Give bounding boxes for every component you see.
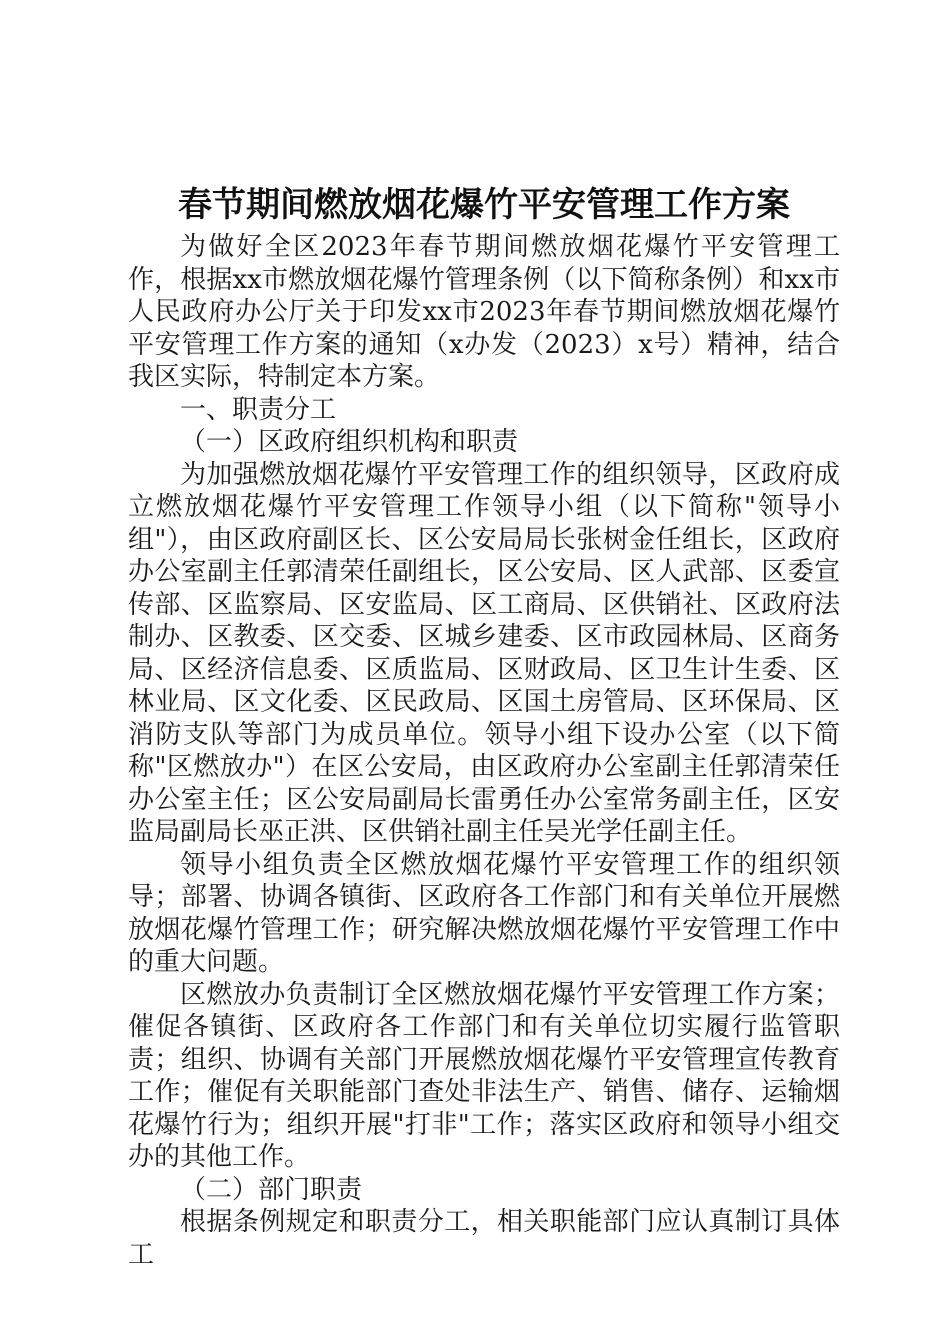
paragraph-office-duties: 区燃放办负责制订全区燃放烟花爆竹平安管理工作方案；催促各镇街、区政府各工作部门和有关单位切实履行监管职责；组织、协调有关部门开展燃放烟花爆竹平安管理宣传教育工作；催促有关职能部门查处非法生产、销售、储存、运输烟花爆竹行为；组织开展"打非"工作；落实区政府和领导小组交办的其他工作。 xyxy=(128,979,840,1172)
paragraph-group-duties: 领导小组负责全区燃放烟花爆竹平安管理工作的组织领导；部署、协调各镇街、区政府各工作部门和有关单位开展燃放烟花爆竹管理工作；研究解决燃放烟花爆竹平安管理工作中的重大问题。 xyxy=(128,849,840,977)
document-title: 春节期间燃放烟花爆竹平安管理工作方案 xyxy=(178,185,790,225)
paragraph-department-duties: 根据条例规定和职责分工，相关职能部门应认真制订具体工 xyxy=(128,1207,840,1270)
document-body xyxy=(128,183,840,1271)
subsection-heading-district-government: （一）区政府组织机构和职责 xyxy=(180,427,519,457)
paragraph-leading-group: 为加强燃放烟花爆竹平安管理工作的组织领导，区政府成立燃放烟花爆竹平安管理工作领导小组（以下简称"领导小组"），由区政府副区长、区公安局局长张树金任组长，区政府办公室副主任郭清荣任副组长，区公安局、区人武部、区委宣传部、区监察局、区安监局、区工商局、区供销社、区政府法制办、区教委、区交委、区城乡建委、区市政园林局、区商务局、区经济信息委、区质监局、区财政局、区卫生计生委、区林业局、区文化委、区民政局、区国土房管局、区环保局、区消防支队等部门为成员单位。领导小组下设办公室（以下简称"区燃放办"）在区公安局，由区政府办公室副主任郭清荣任办公室主任；区公安局副局长雷勇任办公室常务副主任，区安监局副局长巫正洪、区供销社副主任吴光学任副主任。 xyxy=(128,459,840,847)
paragraph-intro: 为做好全区2023年春节期间燃放烟花爆竹平安管理工作，根据xx市燃放烟花爆竹管理条例（以下简称条例）和xx市人民政府办公厅关于印发xx市2023年春节期间燃放烟花爆竹平安管理工作方案的通知（x办发（2023）x号）精神，结合我区实际，特制定本方案。 xyxy=(128,232,840,392)
section-heading-responsibilities: 一、职责分工 xyxy=(180,394,337,425)
subsection-heading-department-duties: （二）部门职责 xyxy=(180,1174,363,1205)
